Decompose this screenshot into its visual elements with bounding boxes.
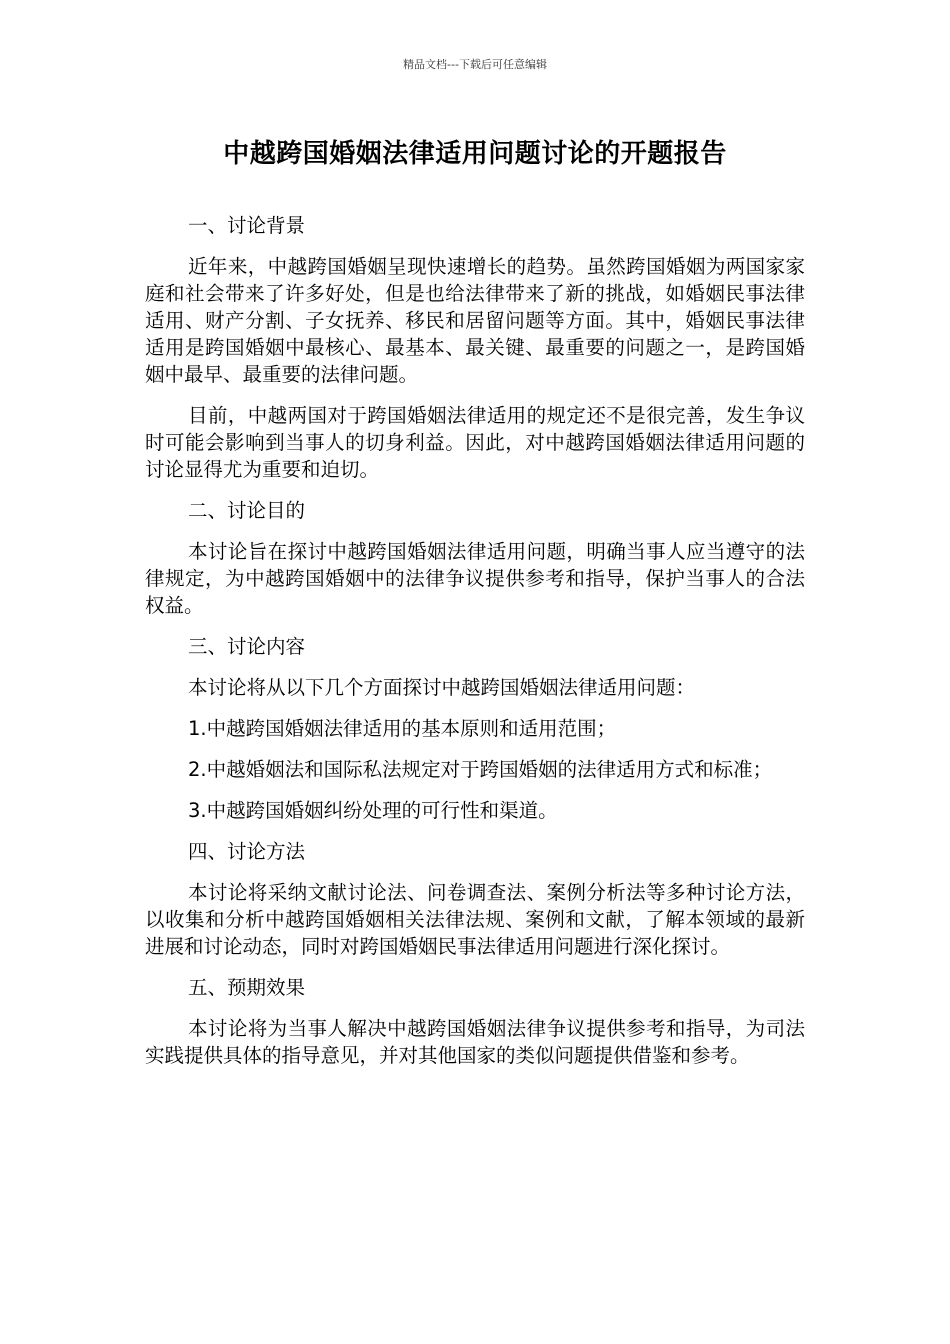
list-item: 2.中越婚姻法和国际私法规定对于跨国婚姻的法律适用方式和标准； [188, 758, 773, 781]
section-heading-content: 三、讨论内容 [188, 635, 306, 658]
document-body [145, 212, 805, 1083]
paragraph: 本讨论将从以下几个方面探讨中越跨国婚姻法律适用问题： [188, 676, 696, 699]
section-heading-background: 一、讨论背景 [188, 214, 306, 237]
section-heading-method: 四、讨论方法 [188, 840, 306, 863]
list-item: 3.中越跨国婚姻纠纷处理的可行性和渠道。 [188, 799, 558, 822]
paragraph: 目前，中越两国对于跨国婚姻法律适用的规定还不是很完善，发生争议时可能会影响到当事人的切身利益。因此，对中越跨国婚姻法律适用问题的讨论显得尤为重要和迫切。 [145, 404, 805, 481]
paragraph: 近年来，中越跨国婚姻呈现快速增长的趋势。虽然跨国婚姻为两国家家庭和社会带来了许多好处，但是也给法律带来了新的挑战，如婚姻民事法律适用、财产分割、子女抚养、移民和居留问题等方面。其中，婚姻民事法律适用是跨国婚姻中最核心、最基本、最关键、最重要的问题之一，是跨国婚姻中最早、最重要的法律问题。 [145, 255, 805, 386]
paragraph: 本讨论将为当事人解决中越跨国婚姻法律争议提供参考和指导，为司法实践提供具体的指导意见，并对其他国家的类似问题提供借鉴和参考。 [145, 1017, 805, 1067]
paragraph: 本讨论将采纳文献讨论法、问卷调查法、案例分析法等多种讨论方法，以收集和分析中越跨国婚姻相关法律法规、案例和文献，了解本领域的最新进展和讨论动态，同时对跨国婚姻民事法律适用问题进行深化探讨。 [145, 881, 805, 958]
document-title: 中越跨国婚姻法律适用问题讨论的开题报告 [223, 139, 727, 169]
section-heading-purpose: 二、讨论目的 [188, 499, 306, 522]
section-heading-effect: 五、预期效果 [188, 976, 306, 999]
header-note: 精品文档---下载后可任意编辑 [403, 58, 547, 71]
list-item: 1.中越跨国婚姻法律适用的基本原则和适用范围； [188, 717, 617, 740]
paragraph: 本讨论旨在探讨中越跨国婚姻法律适用问题，明确当事人应当遵守的法律规定，为中越跨国婚姻中的法律争议提供参考和指导，保护当事人的合法权益。 [145, 540, 805, 617]
